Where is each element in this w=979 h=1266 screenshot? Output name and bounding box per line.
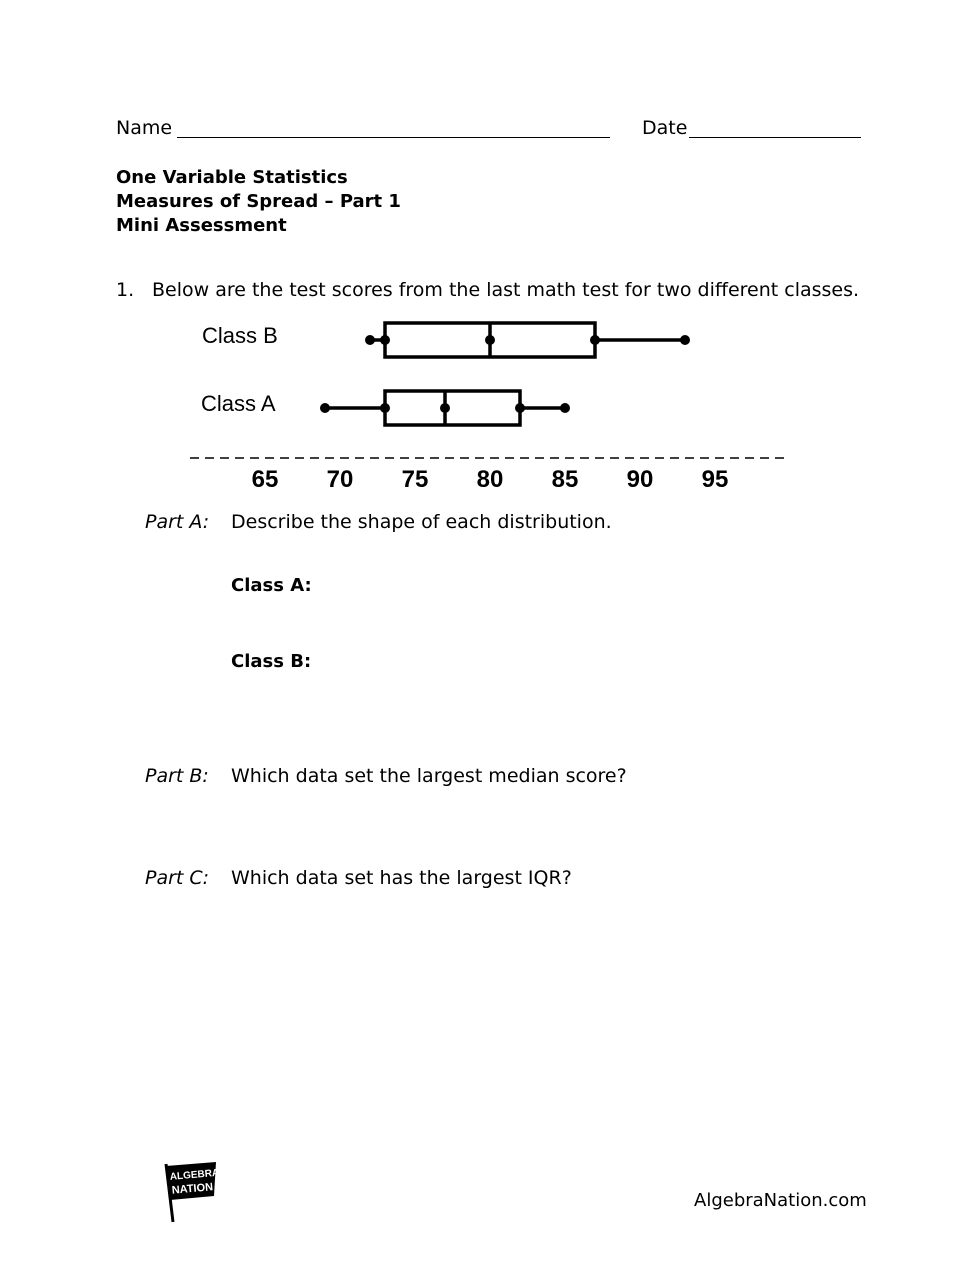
- class-b-answer-label: Class B:: [231, 651, 312, 672]
- tick-label: 70: [326, 466, 354, 493]
- algebra-nation-logo: [158, 1160, 224, 1226]
- part-c-label: Part C:: [145, 867, 210, 889]
- part-a-label: Part A:: [145, 511, 210, 533]
- data-point: [440, 403, 450, 413]
- page-subtitle: Measures of Spread – Part 1: [116, 191, 401, 212]
- boxplot-chart: [0, 0, 979, 500]
- data-point: [590, 335, 600, 345]
- series-label: Class B: [202, 323, 278, 348]
- iqr-box: [385, 391, 520, 425]
- logo-text-line1: ALGEBRA: [169, 1167, 220, 1183]
- tick-label: 80: [476, 466, 504, 493]
- tick-label: 90: [626, 466, 654, 493]
- data-point: [560, 403, 570, 413]
- data-point: [320, 403, 330, 413]
- data-point: [515, 403, 525, 413]
- question-text: Below are the test scores from the last math test for two different classes.: [152, 279, 860, 301]
- data-point: [485, 335, 495, 345]
- tick-label: 65: [251, 466, 279, 493]
- boxplot-class-a: [320, 391, 570, 425]
- data-point: [680, 335, 690, 345]
- series-label: Class A: [201, 391, 276, 416]
- part-c-text: Which data set has the largest IQR?: [231, 867, 572, 889]
- date-label: Date: [642, 117, 688, 139]
- footer-site: AlgebraNation.com: [694, 1190, 867, 1211]
- tick-label: 95: [701, 466, 729, 493]
- assessment-label: Mini Assessment: [116, 215, 287, 236]
- class-a-answer-label: Class A:: [231, 575, 312, 596]
- name-label: Name: [116, 117, 173, 139]
- boxplot-class-b: [365, 323, 690, 357]
- data-point: [380, 335, 390, 345]
- page-title: One Variable Statistics: [116, 167, 348, 188]
- question-number: 1.: [116, 279, 135, 301]
- part-a-text: Describe the shape of each distribution.: [231, 511, 612, 533]
- part-b-text: Which data set the largest median score?: [231, 765, 627, 787]
- data-point: [365, 335, 375, 345]
- tick-label: 85: [551, 466, 579, 493]
- logo-text-line2: NATION: [171, 1181, 214, 1197]
- tick-label: 75: [401, 466, 429, 493]
- data-point: [380, 403, 390, 413]
- part-b-label: Part B:: [145, 765, 209, 787]
